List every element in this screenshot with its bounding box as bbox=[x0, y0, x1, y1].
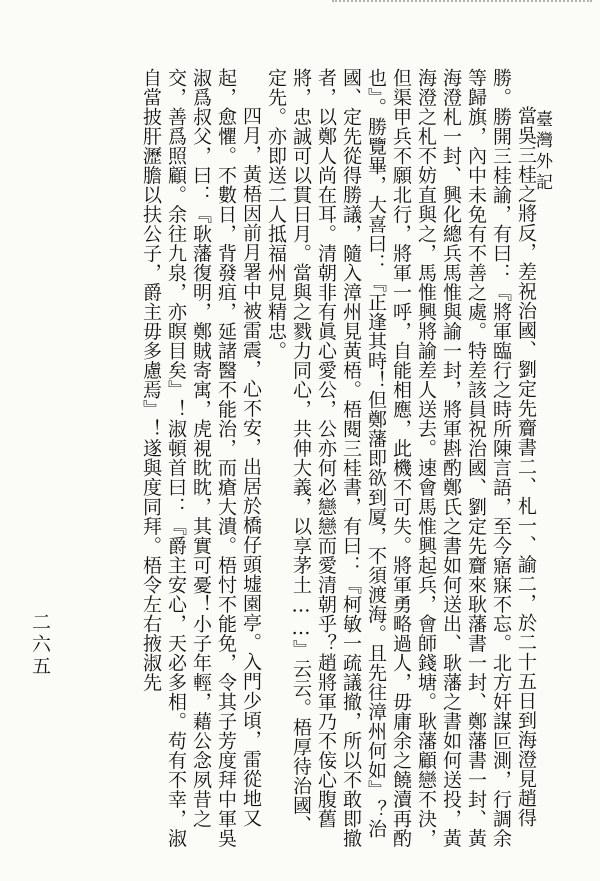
page-number: 二六五 bbox=[29, 612, 51, 678]
running-title: 臺灣外記 bbox=[532, 110, 552, 194]
paragraph-2: 四月，黃梧因前月署中被雷震，心不安，出居於橋仔頭墟園亭。入門少頃，雷從地又起，愈懼。不數日，背發疽，延諸醫不能治，而瘡大潰。梧忖不能免，令其子芳度拜中軍吳淑爲叔父，曰：『耿藩復明，鄭賊寄寓，虎視眈眈，其實可憂！小子年輕，藉公念夙昔之交，善爲照顧。余往九泉，亦瞑目矣』！淑頓首曰：『爵主安心，天必多相。苟有不幸，淑自當披肝瀝膽以扶公子，爵主毋多慮焉』！遂與度同拜。梧令左右掖淑先 bbox=[140, 68, 262, 848]
paragraph-1: 當吳三桂之將反，差祝治國、劉定先齎書二、札一、諭二，於二十五日到海澄見趙得勝。勝開三桂諭，有曰：『將軍臨行之時所陳言語，至今寤寐不忘。北方奸謀叵測，行調余等歸旗，內中未免有不善之處。特差該員祝治國、劉定先齎來耿藩書一封、鄭藩書一封、黃海澄札一封、興化總兵馬惟與諭一封，將軍斟酌鄭氏之書如何送出、耿藩之書如何送投，黃海澄之札不妨直與之，馬惟興將諭差人送去。速會馬惟興起兵，會師錢塘。耿藩顧戀不決，但渠甲兵不願北行，將軍一呼，自能相應，此機不可失。將軍勇略過人，毋庸余之饒瀆再酌也』。勝覽畢，大喜曰：『正逢其時！但鄭藩即欲到厦，不須渡海。且先往漳州何如』？治國、定先從得勝議，隨入漳州見黃梧。梧閱三桂書，有曰：『柯敏一疏議撤，所以不敢即撤者，以鄭人尚在耳。清朝非有眞心愛公，公亦何必戀戀而愛清朝乎？趙將軍乃不侫心腹舊將，忠誠可以貫日月。當與之戮力同心，共伸大義，以享茅土……』云云。梧厚待治國、定先。亦即送二人抵福州見精忠。 bbox=[265, 68, 537, 848]
scan-top-edge bbox=[332, 0, 592, 20]
vertical-text-block bbox=[38, 68, 538, 848]
